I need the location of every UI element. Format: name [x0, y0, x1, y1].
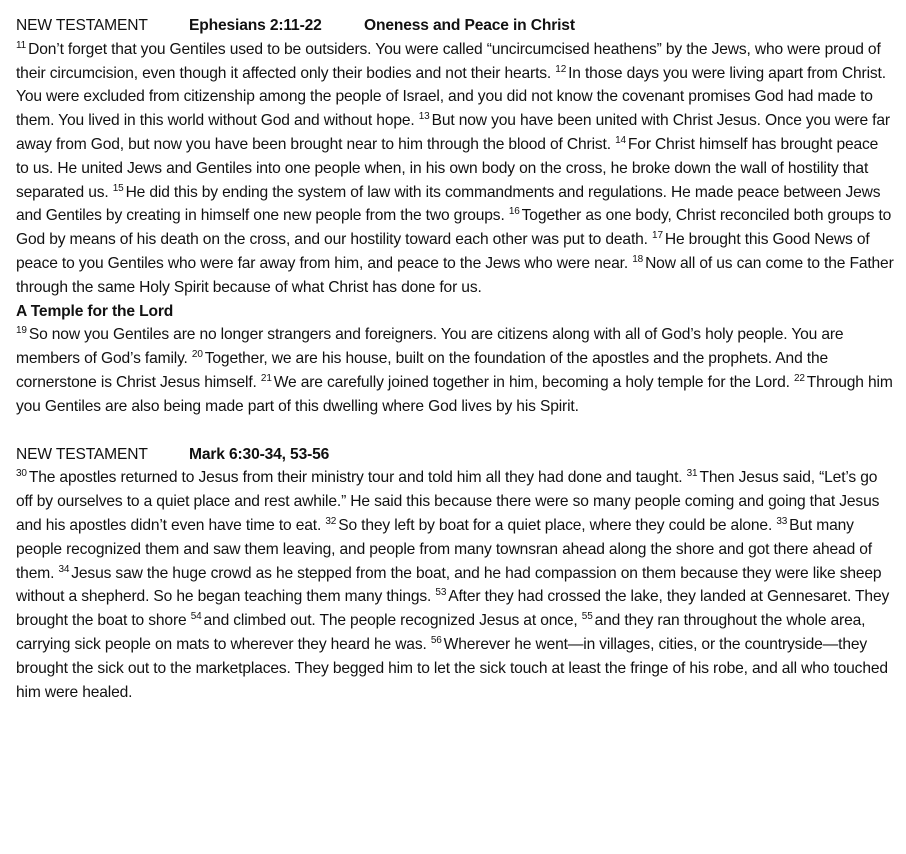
verse-number: 12: [555, 63, 567, 75]
verse-text: Together, we are his house, built on the foundation of the apostles and the prophets. And the cornerstone is Christ Jesus himself.: [16, 350, 829, 391]
verse-text: Now all of us can come to the Father through the same Holy Spirit because of what Christ has done for us.: [16, 254, 894, 296]
verse-number: 34: [58, 563, 70, 575]
document-page: [16, 14, 894, 704]
verse-number: 56: [430, 634, 442, 646]
verse-text: Wherever he went—in villages, cities, or the countryside—they brought the sick out to the marketplaces. They begged him to let the sick touch at least the fringe of his robe, and all who touched him were healed.: [16, 635, 888, 701]
verse-text: and climbed out. The people recognized Jesus at once,: [203, 612, 582, 630]
reading-ephesians: [16, 14, 894, 419]
verse-number: 14: [615, 134, 626, 146]
passage-text: [16, 38, 894, 300]
verse-text: We are carefully joined together in him, becoming a holy temple for the Lord.: [273, 373, 794, 391]
verse-number: 20: [191, 349, 203, 361]
verse-number: 16: [508, 206, 520, 218]
verse-number: 55: [581, 611, 593, 623]
verse-number: 54: [190, 611, 202, 623]
verse-number: 15: [112, 182, 124, 194]
verse-text: After they had crossed the lake, they landed at Gennesaret. They brought the boat to shore: [16, 588, 890, 630]
verse-number: 13: [418, 111, 430, 123]
section-spacer: [16, 419, 894, 443]
verse-text: He brought this Good News of peace to you Gentiles who were far away from him, and peace to the Jews who were near.: [16, 231, 870, 272]
verse-number: 31: [686, 468, 698, 480]
verse-text: Through him you Gentiles are also being made part of this dwelling where God lives by his Spirit.: [16, 373, 893, 415]
verse-text: Then Jesus said, “Let’s go off by ourselves to a quiet place and rest awhile.” He said this because there were so many people coming and going that Jesus and his apostles didn’t even have time to eat.: [16, 469, 880, 534]
section-label: NEW TESTAMENT: [16, 17, 148, 34]
verse-text: But now you have been united with Christ Jesus. Once you were far away from God, but now you have been brought near to him through the blood of Christ.: [16, 112, 890, 153]
passage-subheading: A Temple for the Lord: [16, 302, 174, 320]
verse-number: 32: [325, 515, 337, 527]
scripture-reference: Mark 6:30-34, 53-56: [189, 445, 330, 463]
scripture-reference: Ephesians 2:11-22: [189, 17, 322, 34]
verse-text: Don’t forget that you Gentiles used to be outsiders. You were called “uncircumcised heathens” by the Jews, who were proud of their circumcision, even though it affected only their bodies and not their hearts.: [16, 40, 881, 82]
verse-text: In those days you were living apart from Christ. You were excluded from citizenship among the people of Israel, and you did not know the covenant promises God had made to them. You lived in this world without God and without hope.: [16, 64, 886, 130]
reading-heading: [16, 443, 894, 467]
verse-number: 17: [652, 230, 663, 242]
verse-text: He did this by ending the system of law with its commandments and regulations. He made peace between Jews and Gentiles by creating in himself one new people from the two groups.: [16, 183, 881, 225]
verse-text: But many people recognized them and saw them leaving, and people from many townsran ahead along the shore and got there ahead of them.: [16, 516, 872, 582]
passage-text: [16, 323, 894, 418]
reading-heading: [16, 14, 894, 38]
verse-text: Together as one body, Christ reconciled both groups to God by means of his death on the cross, and our hostility toward each other was put to death.: [16, 207, 892, 249]
verse-text: So now you Gentiles are no longer strangers and foreigners. You are citizens along with all of God’s holy people. You are members of God’s family.: [16, 326, 844, 368]
reading-mark: [16, 443, 894, 705]
verse-number: 19: [16, 325, 27, 337]
verse-text: So they left by boat for a quiet place, where they could be alone.: [338, 516, 777, 534]
verse-text: and they ran throughout the whole area, carrying sick people on mats to wherever they heard he was.: [16, 612, 866, 653]
verse-number: 30: [16, 468, 27, 480]
verse-number: 11: [16, 39, 27, 51]
verse-text: For Christ himself has brought peace to us. He united Jews and Gentiles into one people when, in his own body on the cross, he broke down the wall of hostility that separated us.: [16, 135, 879, 201]
verse-number: 53: [435, 587, 447, 599]
verse-number: 21: [260, 372, 272, 384]
verse-text: The apostles returned to Jesus from their ministry tour and told him all they had done and taught.: [28, 469, 687, 487]
reading-title: Oneness and Peace in Christ: [364, 17, 575, 34]
verse-number: 22: [793, 372, 805, 384]
verse-text: Jesus saw the huge crowd as he stepped from the boat, and he had compassion on them because they were like sheep without a shepherd. So he began teaching them many things.: [16, 564, 882, 606]
verse-number: 18: [632, 253, 644, 265]
section-label: NEW TESTAMENT: [16, 445, 148, 463]
passage-text: [16, 466, 894, 704]
verse-number: 33: [776, 515, 788, 527]
